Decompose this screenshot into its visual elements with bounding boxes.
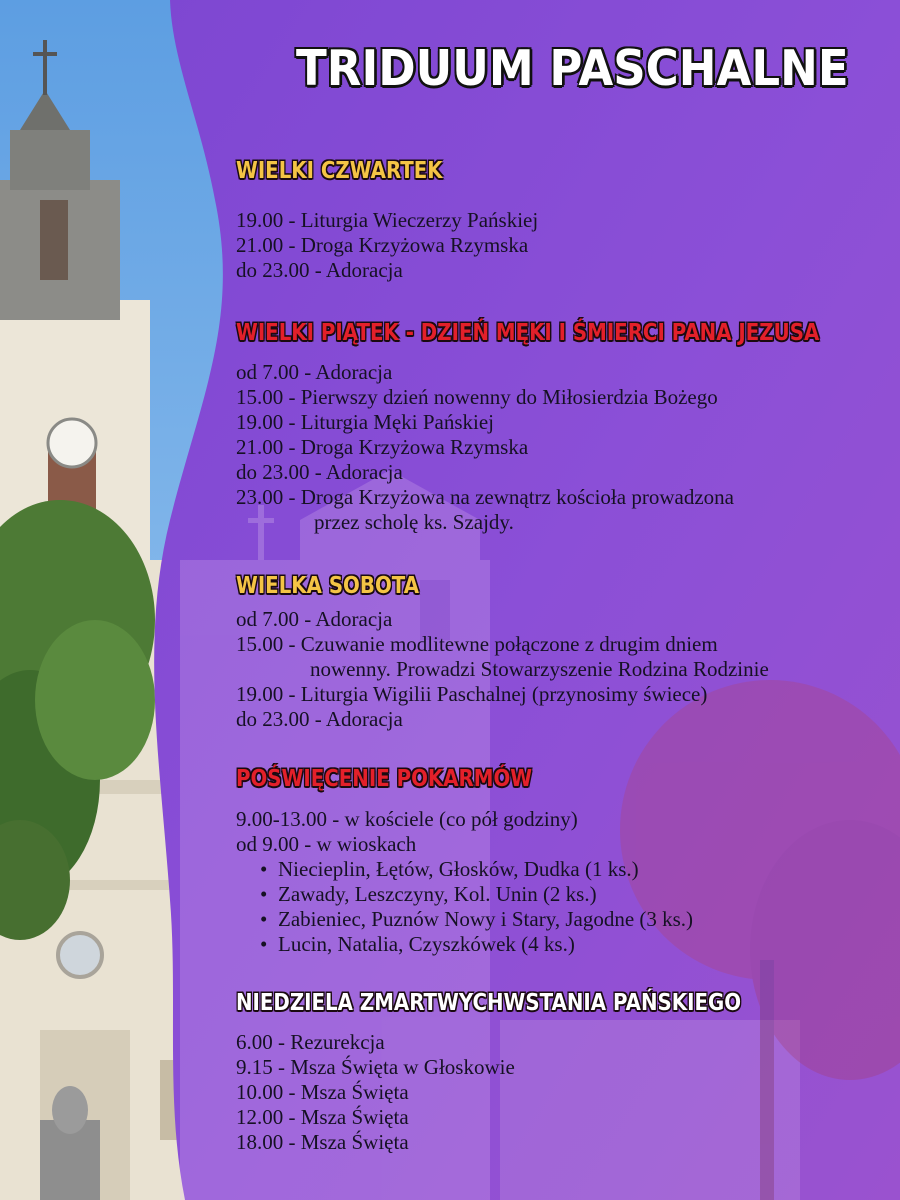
heading-poswiecenie-pokarmow: POŚWIĘCENIE POKARMÓW — [236, 766, 533, 792]
list-item: • Zawady, Leszczyny, Kol. Unin (2 ks.) — [258, 882, 693, 907]
schedule-wielka-sobota — [236, 607, 769, 732]
schedule-line: 21.00 - Droga Krzyżowa Rzymska — [236, 233, 529, 257]
schedule-line: 9.00-13.00 - w kościele (co pół godziny) — [236, 807, 578, 831]
schedule-poswiecenie-pokarmow — [236, 807, 693, 957]
schedule-wielki-czwartek — [236, 208, 538, 283]
schedule-line: 19.00 - Liturgia Wigilii Paschalnej (przynosimy świece) — [236, 682, 708, 706]
villages-list — [236, 857, 693, 957]
list-item: • Zabieniec, Puznów Nowy i Stary, Jagodne (3 ks.) — [258, 907, 693, 932]
schedule-line: 15.00 - Pierwszy dzień nowenny do Miłosierdzia Bożego — [236, 385, 718, 409]
schedule-line: do 23.00 - Adoracja — [236, 258, 403, 282]
page-title: TRIDUUM PASCHALNE — [296, 40, 849, 97]
schedule-line: 21.00 - Droga Krzyżowa Rzymska — [236, 435, 529, 459]
schedule-line: od 7.00 - Adoracja — [236, 360, 393, 384]
schedule-line: 23.00 - Droga Krzyżowa na zewnątrz kościoła prowadzona — [236, 485, 734, 509]
schedule-line: 12.00 - Msza Święta — [236, 1105, 409, 1129]
schedule-niedziela — [236, 1030, 515, 1155]
heading-wielka-sobota: WIELKA SOBOTA — [236, 573, 420, 599]
schedule-line: od 7.00 - Adoracja — [236, 607, 393, 631]
schedule-line: 18.00 - Msza Święta — [236, 1130, 409, 1154]
schedule-line-continuation: nowenny. Prowadzi Stowarzyszenie Rodzina Rodzinie — [310, 657, 769, 681]
heading-wielki-piatek: WIELKI PIĄTEK - DZIEŃ MĘKI I ŚMIERCI PANA JEZUSA — [236, 320, 820, 346]
list-item: • Niecieplin, Łętów, Głosków, Dudka (1 ks.) — [258, 857, 693, 882]
heading-wielki-czwartek: WIELKI CZWARTEK — [236, 158, 443, 184]
schedule-line: 19.00 - Liturgia Męki Pańskiej — [236, 410, 494, 434]
schedule-line: od 9.00 - w wioskach — [236, 832, 417, 856]
schedule-line: 9.15 - Msza Święta w Głoskowie — [236, 1055, 515, 1079]
schedule-line: 19.00 - Liturgia Wieczerzy Pańskiej — [236, 208, 539, 232]
list-item: • Lucin, Natalia, Czyszkówek (4 ks.) — [258, 932, 693, 957]
schedule-wielki-piatek — [236, 360, 734, 535]
schedule-line: 6.00 - Rezurekcja — [236, 1030, 385, 1054]
schedule-line: do 23.00 - Adoracja — [236, 460, 403, 484]
schedule-line-continuation: przez scholę ks. Szajdy. — [314, 510, 514, 534]
schedule-line: 10.00 - Msza Święta — [236, 1080, 409, 1104]
schedule-line: 15.00 - Czuwanie modlitewne połączone z drugim dniem — [236, 632, 718, 656]
schedule-line: do 23.00 - Adoracja — [236, 707, 403, 731]
heading-niedziela-zmartwychwstania: NIEDZIELA ZMARTWYCHWSTANIA PAŃSKIEGO — [236, 990, 742, 1016]
